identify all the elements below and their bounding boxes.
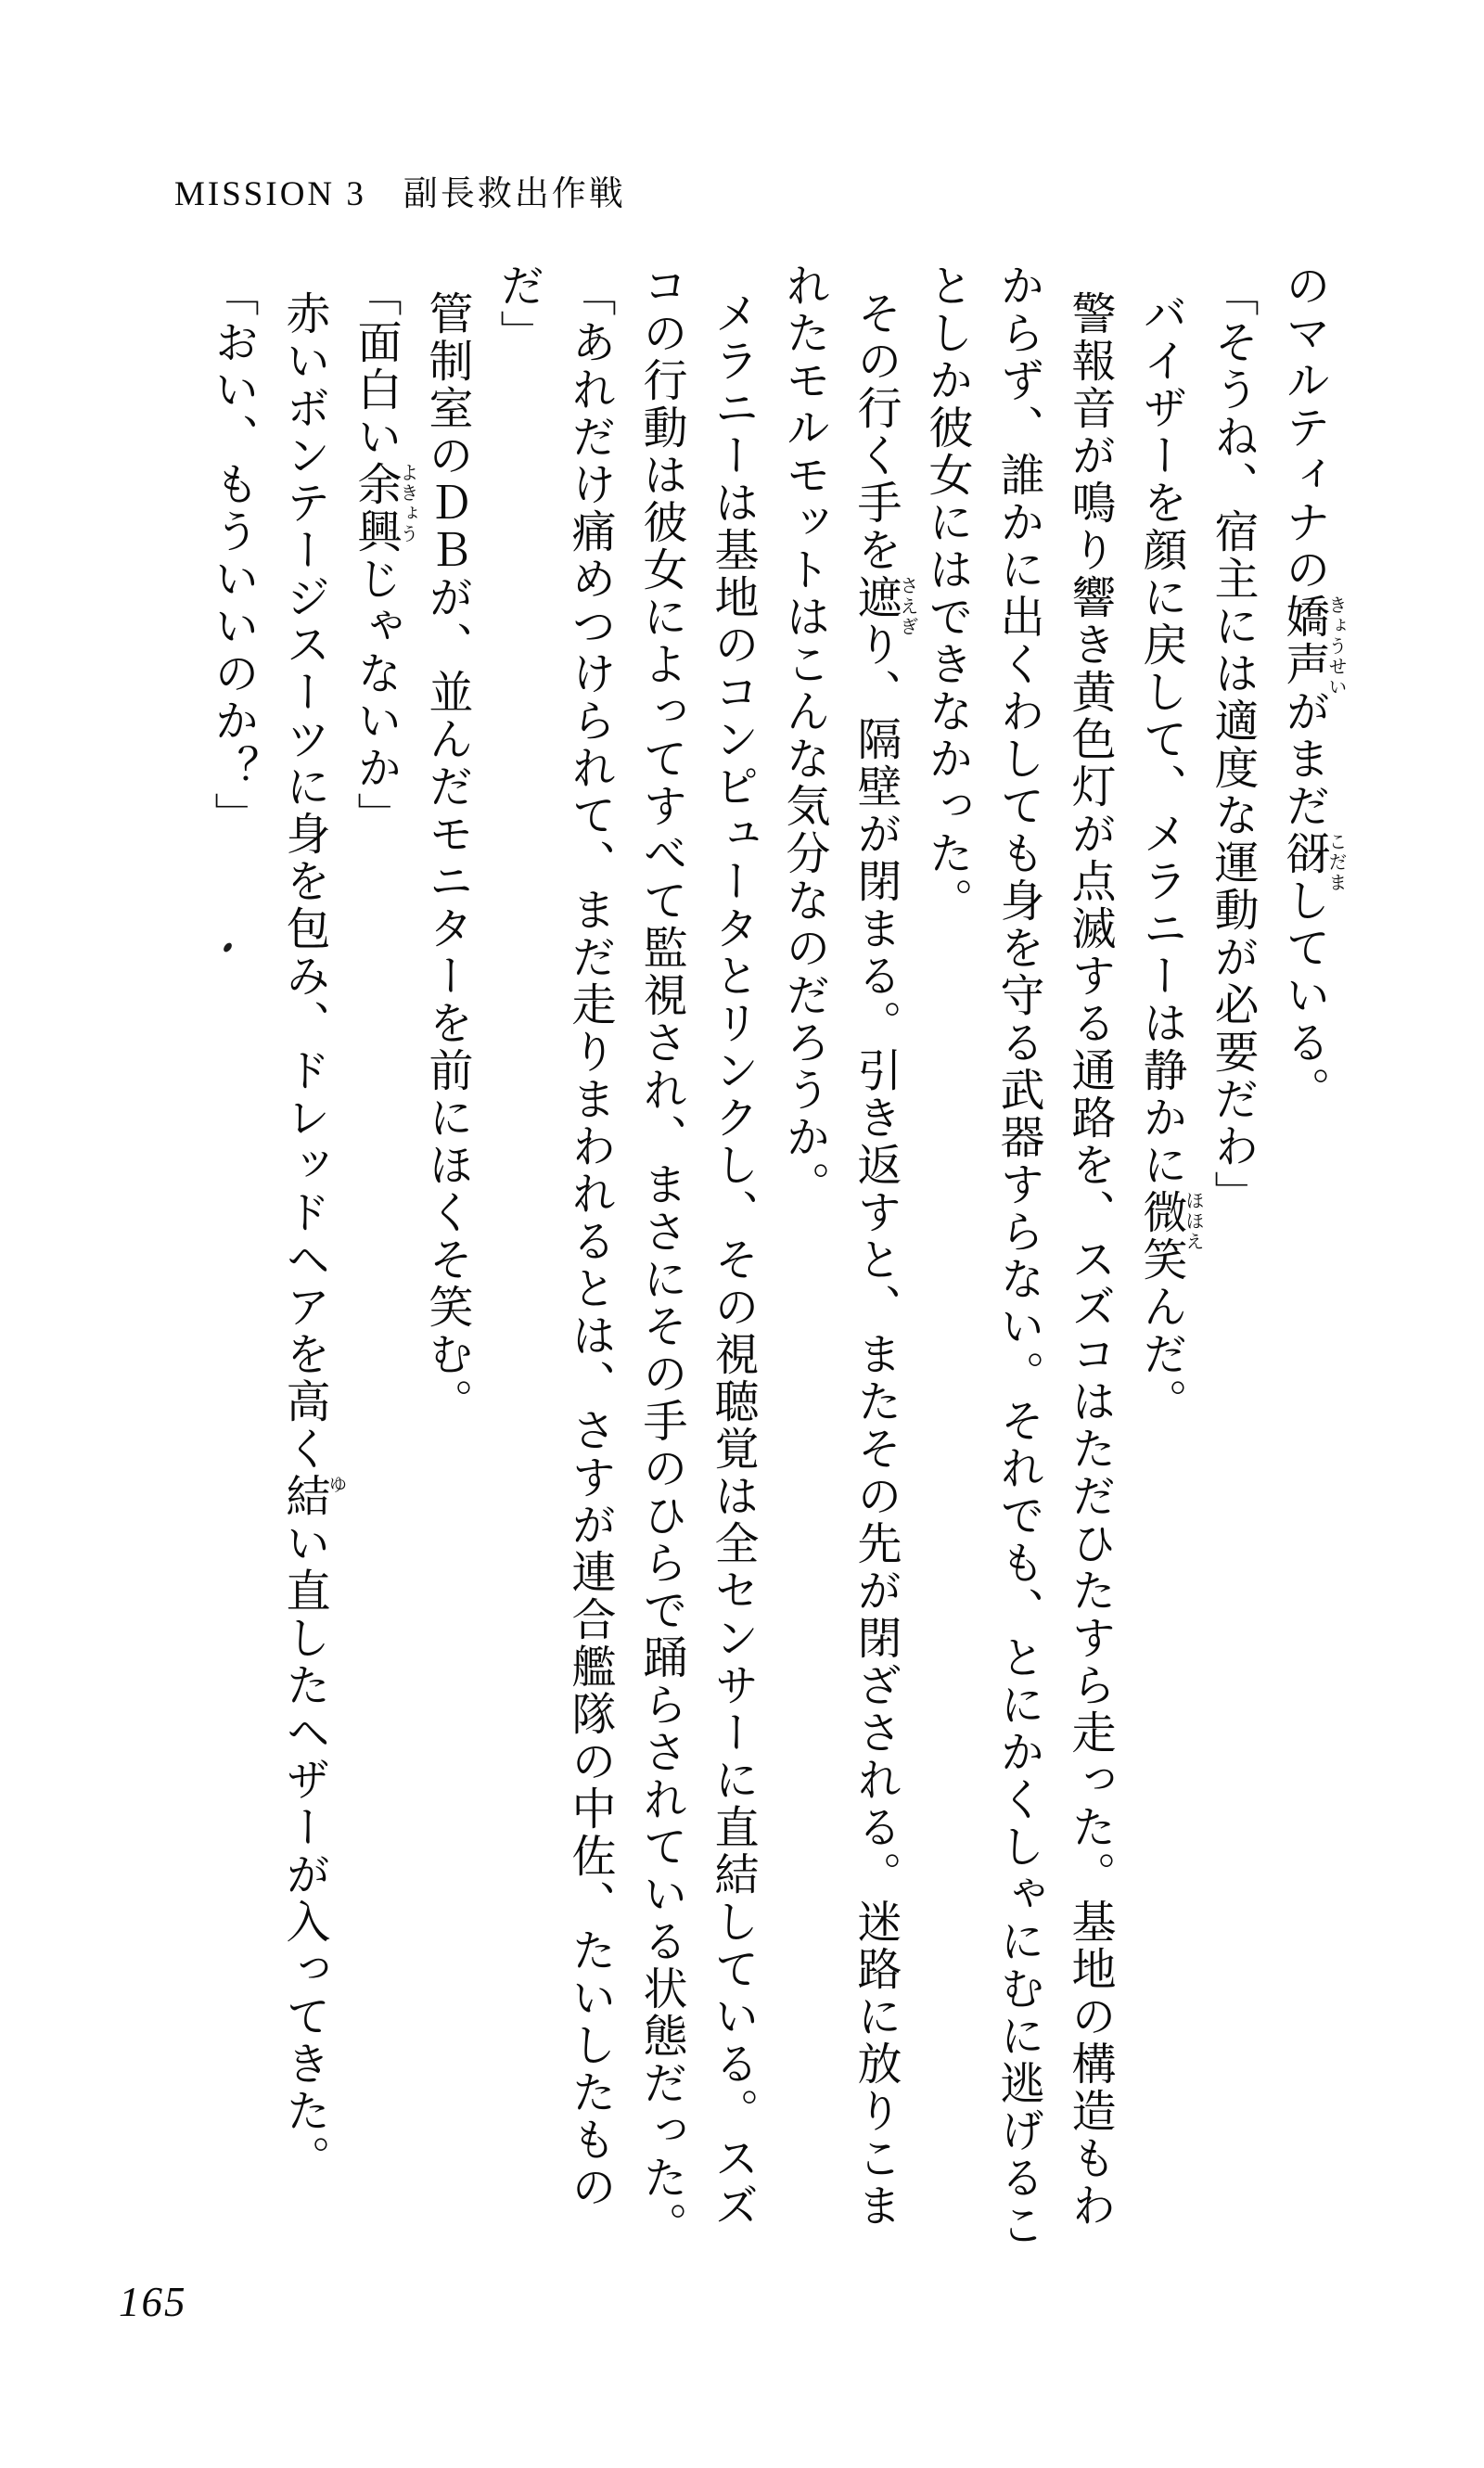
ruby-base: 余興 よきょう bbox=[351, 461, 417, 556]
ruby-base: 嬌声 きょうせい bbox=[1279, 594, 1346, 697]
text-column: バイザーを顔に戻して、メラニーは静かに微笑 ほほえ んだ。 bbox=[1136, 290, 1203, 1426]
furigana: ほほえ bbox=[1183, 1191, 1203, 1252]
text-column: れたモルモットはこんな気分なのだろうか。 bbox=[779, 262, 828, 1208]
furigana: ゆ bbox=[326, 1475, 346, 1495]
text-column: 「面白い余興 よきょう じゃないか」 bbox=[351, 272, 417, 839]
text-column: だ」 bbox=[493, 262, 543, 357]
text-column: 「あれだけ痛めつけられて、まだ走りまわれるとは、さすが連合艦隊の中佐、たいしたもの bbox=[565, 272, 614, 2211]
running-header: MISSION 3 副長救出作戦 bbox=[174, 175, 626, 213]
furigana: きょうせい bbox=[1325, 595, 1346, 697]
text-column: コの行動は彼女によってすべて監視され、まさにその手のひらで踊らされている状態だった。 bbox=[636, 262, 685, 2249]
text-column: からず、誰かに出くわしても身を守る武器すらない。それでも、とにかくしゃにむに逃げるこ bbox=[993, 262, 1043, 2249]
ruby-base: 谺 こだま bbox=[1279, 830, 1346, 893]
page-number: 165 bbox=[119, 2279, 187, 2325]
text-column: 警報音が鳴り響き黄色灯が点滅する通路を、スズコはただひたすら走った。基地の構造もわ bbox=[1065, 290, 1114, 2230]
ruby-base: 微笑 ほほえ bbox=[1136, 1189, 1203, 1284]
text-column: メラニーは基地のコンピュータとリンクし、その視聴覚は全センサーに直結している。スズ bbox=[708, 290, 757, 2230]
text-column: 赤いボンテージスーツに身を包み、ドレッドヘアを高く結 ゆ い直したヘザーが入ってきた。 bbox=[279, 290, 346, 2182]
text-column: 管制室のＤＢが、並んだモニターを前にほくそ笑む。 bbox=[422, 290, 471, 1426]
ruby-base: 遮 さえぎ bbox=[851, 574, 917, 637]
text-columns bbox=[208, 262, 1346, 2312]
text-column: 「そうね、宿主には適度な運動が必要だわ」 bbox=[1208, 272, 1257, 1218]
text-column: としか彼女にはできなかった。 bbox=[922, 262, 971, 925]
furigana: さえぎ bbox=[897, 576, 917, 637]
text-column: のマルティナの嬌声 きょうせい がまだ谺 こだま している。 bbox=[1279, 262, 1346, 1114]
text-column: その行く手を遮 さえぎ り、隔壁が閉まる。引き返すと、またその先が閉ざされる。迷路に放りこま bbox=[851, 290, 917, 2230]
furigana: こだま bbox=[1325, 832, 1346, 893]
furigana: よきょう bbox=[397, 463, 417, 544]
ruby-base: 結 ゆ bbox=[279, 1473, 346, 1520]
text-column: 「おい、もういいのか？」 bbox=[208, 272, 257, 839]
